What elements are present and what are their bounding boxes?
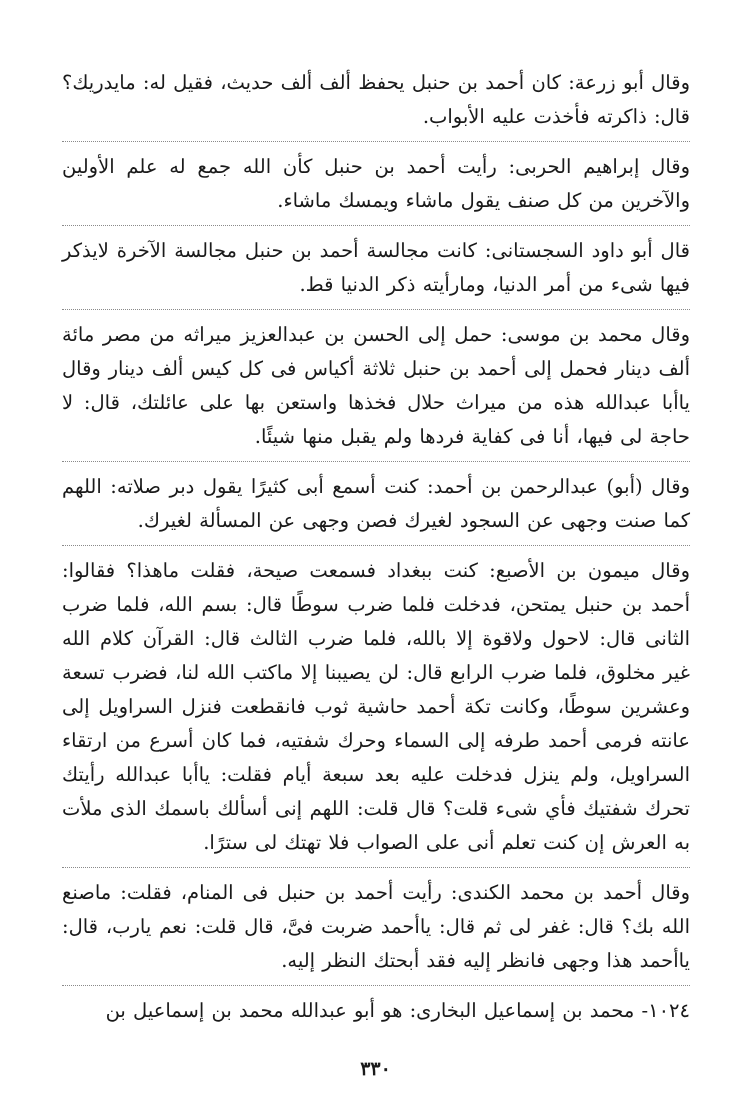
document-page (62, 66, 690, 1028)
paragraph-separator (62, 545, 690, 546)
paragraph-separator (62, 985, 690, 986)
paragraph-ahmad-al-kindi: وقال أحمد بن محمد الكندى: رأيت أحمد بن حنبل فى المنام، فقلت: ماصنع الله بك؟ قال: غفر لى ثم قال: ياأحمد ضربت فىَّ، قال قلت: نعم يارب، قال: ياأحمد هذا وجهى فانظر إليه فقد أبحتك النظر إليه. (62, 881, 690, 972)
paragraph-abu-zurah: وقال أبو زرعة: كان أحمد بن حنبل يحفظ ألف ألف حديث، فقيل له: مايدريك؟ قال: ذاكرته فأخذت عليه الأبواب. (62, 71, 690, 128)
paragraph-separator (62, 225, 690, 226)
paragraph-abdulrahman-ibn-ahmad: وقال (أبو) عبدالرحمن بن أحمد: كنت أسمع أبى كثيرًا يقول دبر صلاته: اللهم كما صنت وجهى عن السجود لغيرك فصن وجهى عن المسألة لغيرك. (62, 475, 690, 532)
paragraph-muhammad-ibn-musa: وقال محمد بن موسى: حمل إلى الحسن بن عبدالعزيز ميراثه من مصر مائة ألف دينار فحمل إلى أحمد بن حنبل ثلاثة أكياس فى كل كيس ألف دينار وقال ياأبا عبدالله هذه من ميراث حلال فخذها واستعن بها على عائلتك، قال: لا حاجة لى فيها، أنا فى كفاية فردها ولم يقبل منها شيئًا. (62, 323, 690, 448)
paragraph-separator (62, 309, 690, 310)
page-number: ٣٣٠ (360, 1058, 391, 1080)
paragraph-separator (62, 867, 690, 868)
paragraph-maymun-ibn-al-asbagh: وقال ميمون بن الأصبع: كنت ببغداد فسمعت صيحة، فقلت ماهذا؟ فقالوا: أحمد بن حنبل يمتحن، فدخلت فلما ضرب سوطًا قال: بسم الله، فلما ضرب الثانى قال: لاحول ولاقوة إلا بالله، فلما ضرب الثالث قال: القرآن كلام الله غير مخلوق، فلما ضرب الرابع قال: لن يصيبنا إلا ماكتب الله لنا، فضرب تسعة وعشرين سوطًا، وكانت تكة أحمد حاشية ثوب فانقطعت فنزل السراويل إلى عانته فرمى أحمد طرفه إلى السماء وحرك شفتيه، فما كان أسرع من ارتقاء السراويل، ولم ينزل فدخلت عليه بعد سبعة أيام فقلت: ياأبا عبدالله رأيتك تحرك شفتيك فأي شىء قلت؟ قال قلت: اللهم إنى أسألك باسمك الذى ملأت به العرش إن كنت تعلم أنى على الصواب فلا تهتك لى سترًا. (62, 559, 690, 854)
paragraph-al-bukhari-entry: ١٠٢٤- محمد بن إسماعيل البخارى: هو أبو عبدالله محمد بن إسماعيل بن (105, 999, 690, 1022)
paragraph-abu-dawud: قال أبو داود السجستانى: كانت مجالسة أحمد بن حنبل مجالسة الآخرة لايذكر فيها شىء من أمر الدنيا، ومارأيته ذكر الدنيا قط. (62, 239, 690, 296)
paragraph-ibrahim-al-harbi: وقال إبراهيم الحربى: رأيت أحمد بن حنبل كأن الله جمع له علم الأولين والآخرين من كل صنف يقول ماشاء ويمسك ماشاء. (62, 155, 690, 212)
paragraph-separator (62, 461, 690, 462)
paragraph-separator (62, 141, 690, 142)
